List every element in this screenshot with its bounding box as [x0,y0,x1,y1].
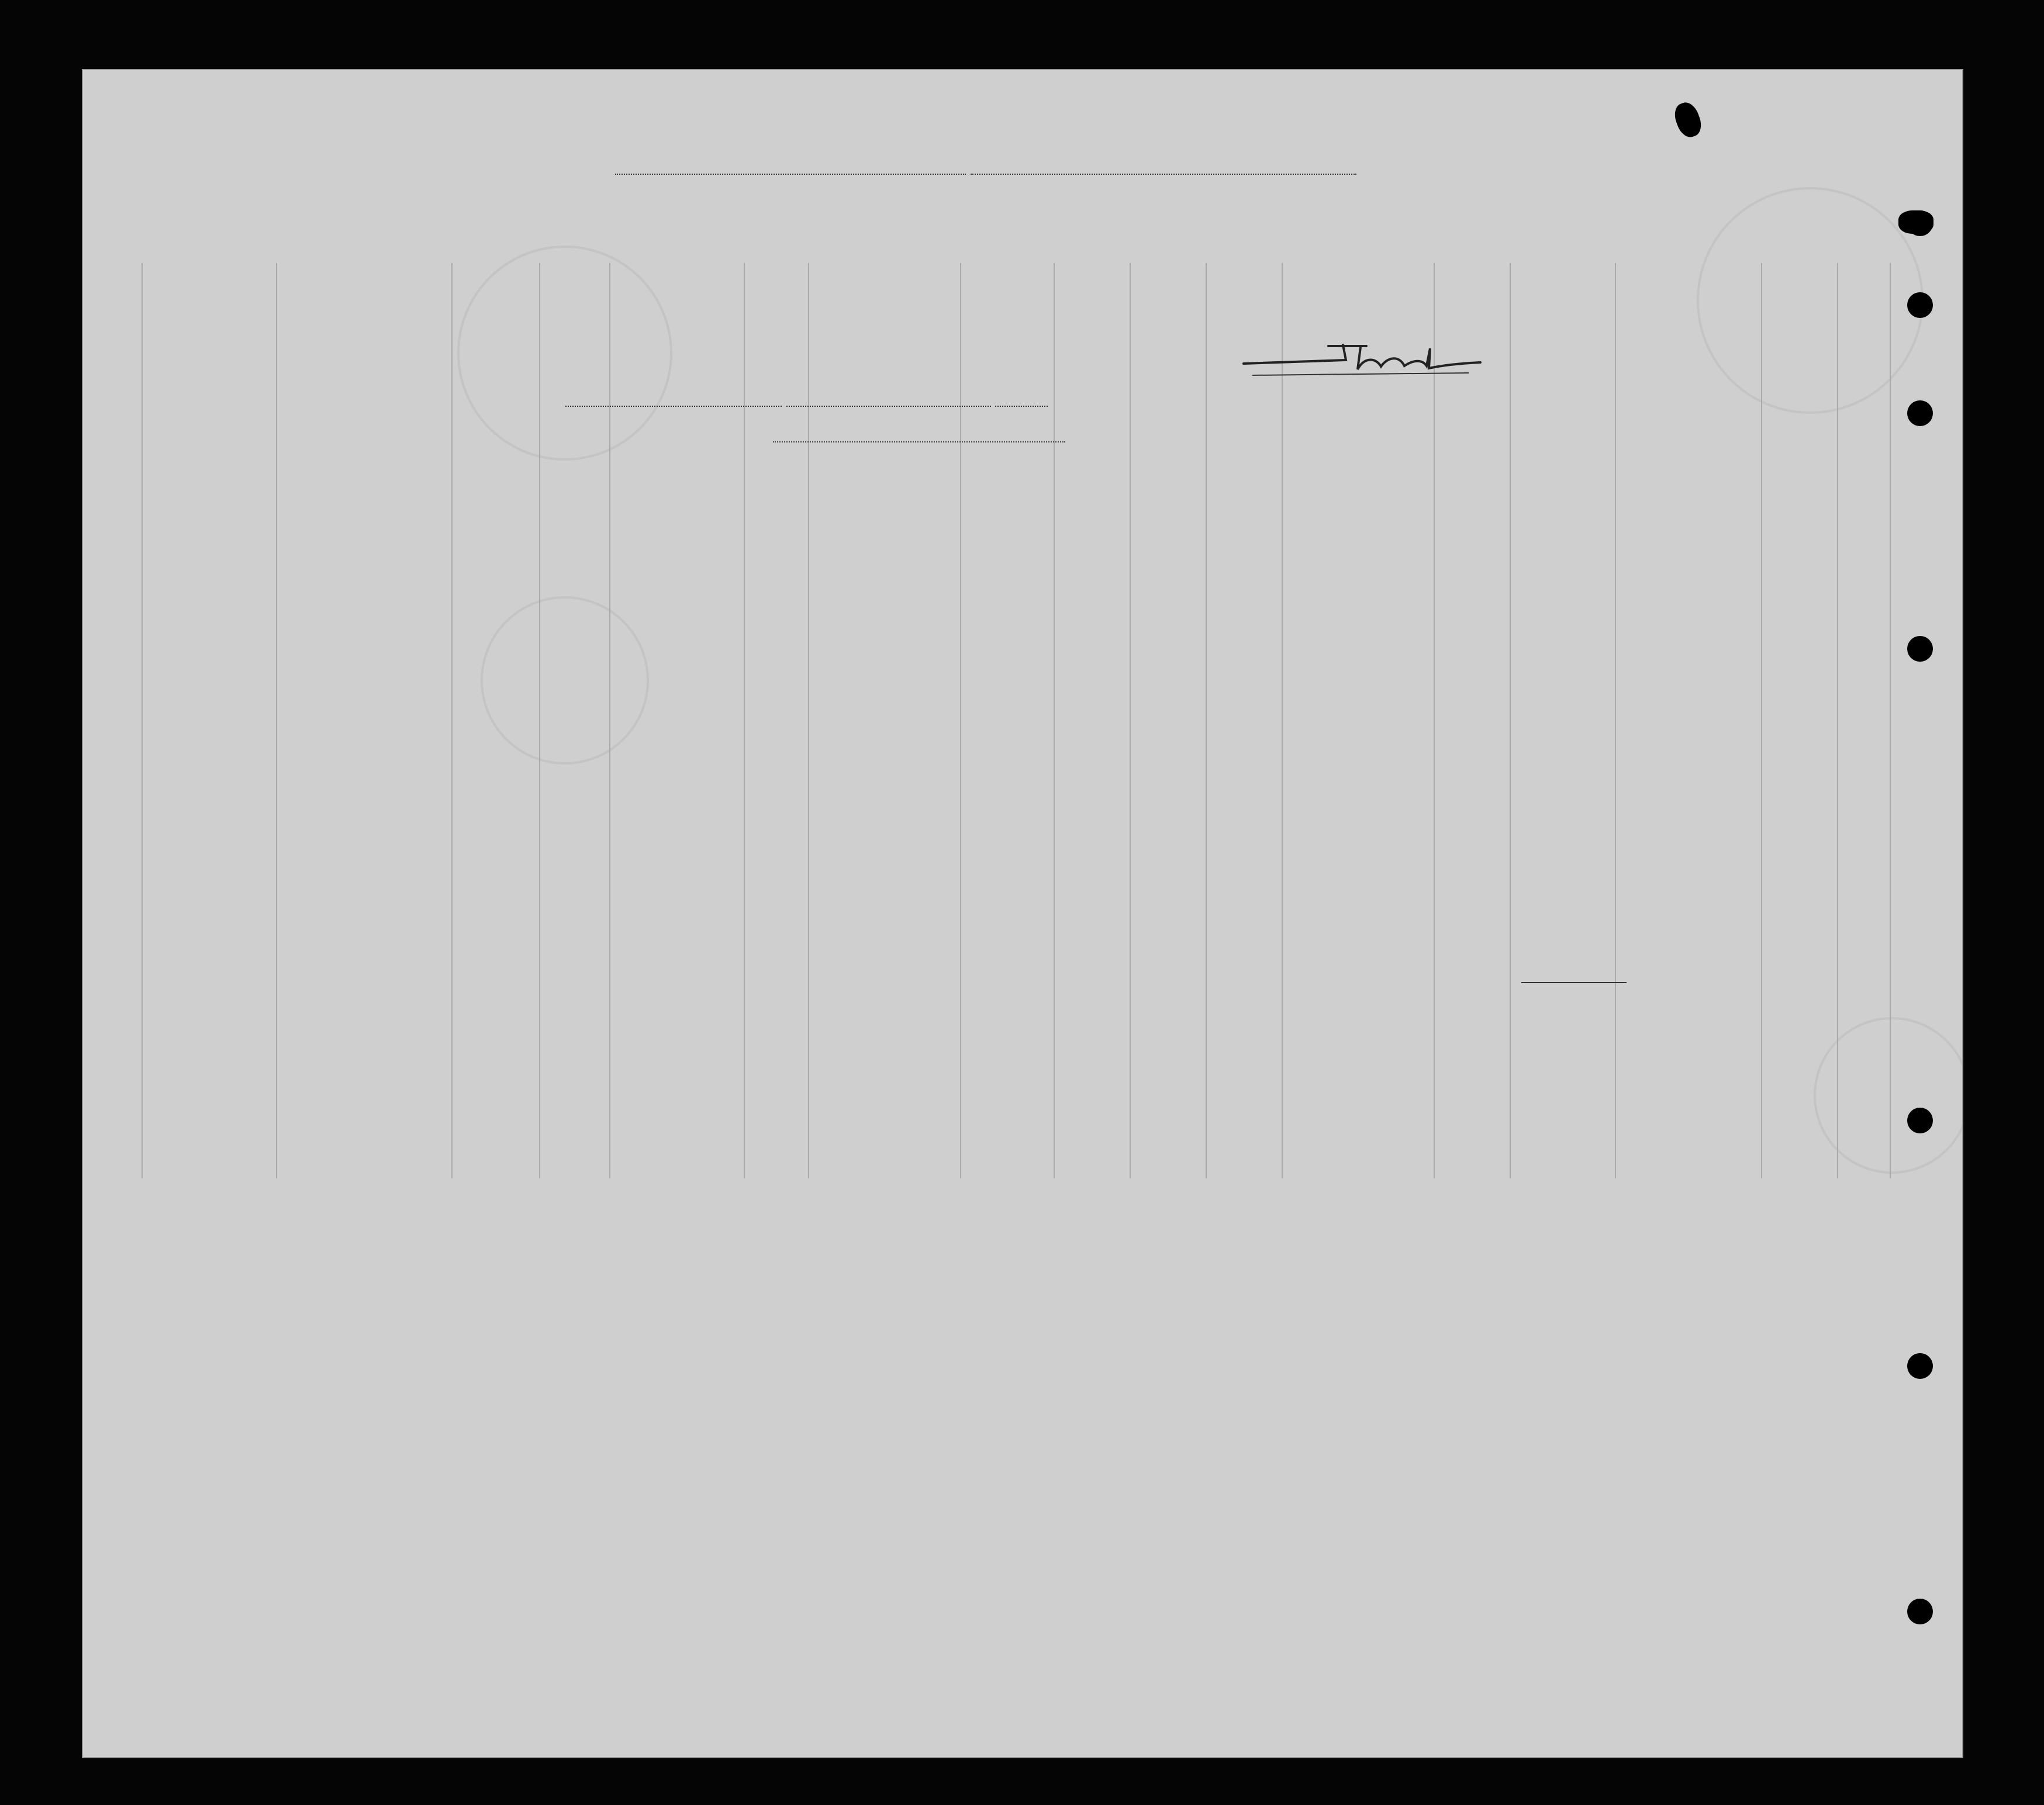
punch-hole [1907,636,1933,662]
bleed-through-layer [83,70,1962,1757]
punch-hole [1907,292,1933,318]
faded-stamp [457,245,672,461]
affidavit-block [527,126,1615,183]
manifest-page [82,69,1963,1758]
sworn-month-field[interactable] [786,392,991,407]
affidavit-declaration-line [615,160,1615,179]
punch-hole [1907,1599,1933,1624]
punch-hole [1907,210,1933,236]
races-title-rule [1521,982,1627,983]
punch-hole [1907,1108,1933,1133]
faded-stamp [1814,1017,1963,1174]
sworn-year-field[interactable] [995,392,1048,407]
faded-stamp [481,596,649,765]
sworn-day-field[interactable] [565,392,782,407]
inspector-signature-line [773,441,1065,442]
legal-notice-block [187,979,1099,985]
master-signature [1241,340,1486,381]
master-name-field[interactable] [615,160,966,175]
sworn-line [565,392,1048,412]
punch-hole [1907,1353,1933,1379]
vessel-name-field[interactable] [971,160,1356,175]
punch-hole [1907,400,1933,426]
